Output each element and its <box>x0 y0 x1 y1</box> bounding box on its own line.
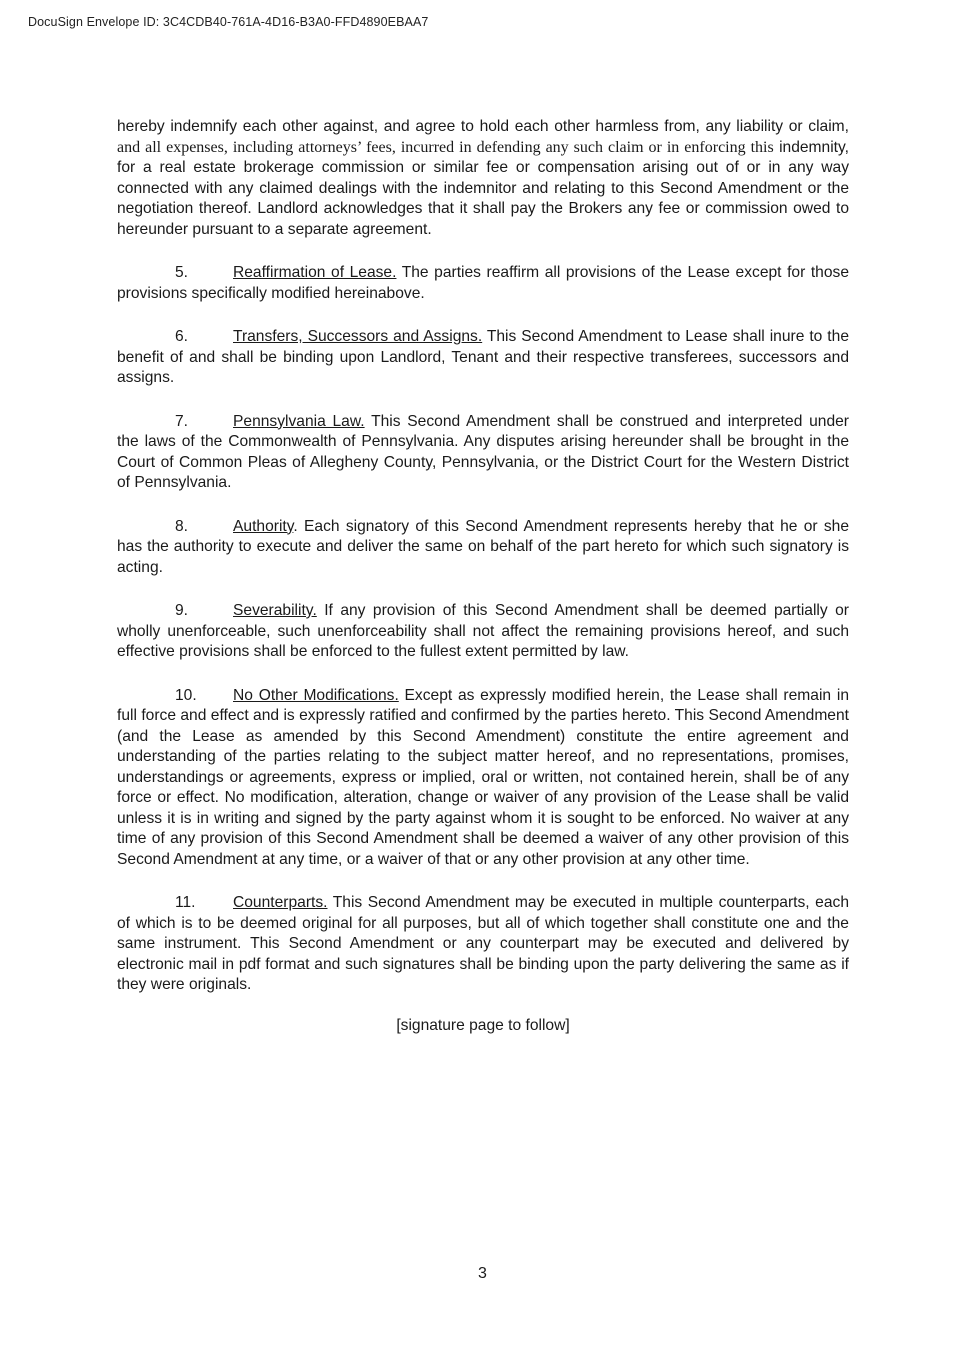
intro-paragraph <box>117 117 849 240</box>
section-number: 8. <box>175 517 189 535</box>
section-number: 10. <box>175 686 197 704</box>
section-number: 9. <box>175 602 189 619</box>
section-heading: No Other Modifications. <box>233 686 399 704</box>
section-number: 11. <box>175 894 196 911</box>
section-heading: Counterparts. <box>233 894 328 911</box>
document-body <box>117 117 849 1059</box>
section-body: This Second Amendment to Lease shall inure to the benefit of and shall be binding upon Landlord, Tenant and their respective transferees, successors and assigns. <box>117 328 849 386</box>
section-number: 6. <box>175 328 189 345</box>
page-number: 3 <box>478 1265 487 1282</box>
section-body: The parties reaffirm all provisions of the Lease except for those provisions specifically modified hereinabove. <box>117 264 849 302</box>
section-8 <box>117 517 849 579</box>
section-number: 5. <box>175 264 189 281</box>
section-heading: Transfers, Successors and Assigns. <box>233 328 483 345</box>
section-heading: Pennsylvania Law. <box>233 412 365 430</box>
section-number: 7. <box>175 412 189 430</box>
section-body: Except as expressly modified herein, the Lease shall remain in full force and effect and is expressly ratified and confirmed by the parties hereto. This Second Amendment (and the Lease as amended by this Second Amendment) constitute the entire agreement and understanding of the parties relating to the subject matter hereof, and no representations, promises, understandings or agreements, express or implied, oral or written, not contained herein, shall be of any force or effect. No modification, alteration, change or waiver of any provision of the Lease shall be valid unless it is in writing and signed by the party against whom it is sought to be enforced. No waiver at any time of any provision of this Second Amendment shall be deemed a waiver of any other provision of this Second Amendment at any time, or a waiver of that or any other provision at any other time. <box>117 686 849 868</box>
section-body: . Each signatory of this Second Amendment represents hereby that he or she has the authority to execute and deliver the same on behalf of the part hereto for which such signatory is acting. <box>117 517 849 576</box>
section-11 <box>117 893 849 996</box>
section-6 <box>117 327 849 389</box>
section-7 <box>117 412 849 494</box>
signature-page-note: [signature page to follow] <box>396 1016 570 1034</box>
intro-text-c: indemnity, for a real estate brokerage commission or similar fee or compensation arising out of or in any way connected with any claimed dealings with the indemnitor and relating to this Second Amendment or the negotiation thereof. Landlord acknowledges that it shall pay the Brokers any fee or commission owed to hereunder pursuant to a separate agreement. <box>117 138 849 238</box>
section-heading: Reaffirmation of Lease. <box>233 264 397 281</box>
section-heading: Severability. <box>233 602 317 619</box>
section-5 <box>117 263 849 304</box>
docusign-envelope-id: DocuSign Envelope ID: 3C4CDB40-761A-4D16-B3A0-FFD4890EBAA7 <box>28 15 429 29</box>
intro-text-b: and all expenses, including attorneys’ fees, incurred in defending any such claim or in enforcing this <box>117 138 774 156</box>
section-10 <box>117 686 849 871</box>
intro-text-a: hereby indemnify each other against, and agree to hold each other harmless from, any liability or claim, <box>117 118 849 135</box>
section-body: This Second Amendment shall be construed and interpreted under the laws of the Commonwealth of Pennsylvania. Any disputes arising hereunder shall be brought in the Court of Common Pleas of Allegheny County, Pennsylvania, or the District Court for the Western District of Pennsylvania. <box>117 412 849 491</box>
section-9 <box>117 601 849 663</box>
section-heading: Authority <box>233 517 294 535</box>
section-body: If any provision of this Second Amendment shall be deemed partially or wholly unenforceable, such unenforceability shall not affect the remaining provisions hereof, and such effective provisions shall be enforced to the fullest extent permitted by law. <box>117 602 849 660</box>
section-body: This Second Amendment may be executed in multiple counterparts, each of which is to be deemed original for all purposes, but all of which together shall constitute one and the same instrument. This Second Amendment or any counterpart may be executed and delivered by electronic mail in pdf format and such signatures shall be binding upon the party delivering the same as if they were originals. <box>117 894 849 993</box>
